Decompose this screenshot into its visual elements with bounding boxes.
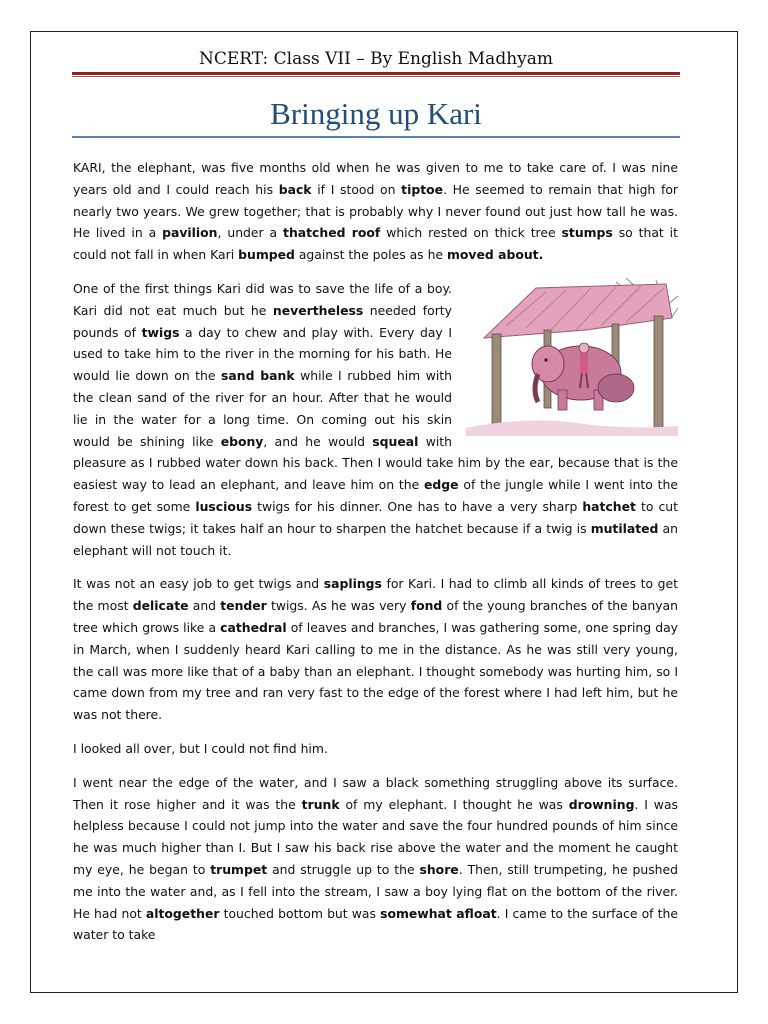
vocab-term: delicate — [132, 598, 189, 614]
text-run: so that it could not fall in when Kari — [73, 225, 678, 263]
text-run: . Then, still trumpeting, he pushed me into the water and, as I fell into the stream, I saw a boy lying flat on the bottom of the river. He had not — [73, 861, 678, 921]
paragraph — [73, 573, 678, 726]
vocab-term: back — [278, 181, 312, 197]
vocab-term: thatched roof — [283, 225, 381, 241]
text-run: . I was helpless because I could not jump into the water and save the four hundred pounds of him since he was much higher than I. But I saw his back rise above the water and the moment he caught my eye, he began to — [73, 796, 678, 877]
text-run: of leaves and branches, I was gathering some, one spring day in March, when I suddenly heard Kari calling to me in the distance. As he was still very young, the call was more like that of a baby than an elephant. I thought somebody was hurting him, so I came down from my tree and ran very fast to the edge of the forest where I had left him, but he was not there. — [73, 619, 679, 723]
text-run: , under a — [217, 225, 284, 241]
vocab-term: squeal — [372, 433, 419, 449]
vocab-term: bumped — [238, 247, 295, 263]
text-run: an elephant will not touch it. — [73, 520, 679, 558]
vocab-term: mutilated — [590, 520, 659, 536]
text-run: against the poles as he — [294, 247, 447, 263]
paragraph — [73, 278, 678, 561]
page-title: Bringing up Kari — [270, 96, 482, 131]
text-run: of my elephant. I thought he was — [339, 796, 569, 812]
paragraph — [73, 157, 678, 266]
vocab-term: ebony — [220, 433, 264, 449]
vocab-term: drowning — [568, 796, 635, 812]
title-rule — [72, 136, 680, 138]
vocab-term: trunk — [301, 796, 340, 812]
page-header: NCERT: Class VII – By English Madhyam — [198, 49, 554, 69]
text-run: . I came to the surface of the water to take — [73, 905, 678, 943]
text-run: touched bottom but was — [219, 905, 381, 921]
text-run: , and he would — [263, 433, 373, 449]
vocab-term: twigs — [141, 324, 180, 340]
text-run: of the jungle while I went into the forest to get some — [73, 477, 678, 514]
vocab-term: pavilion — [162, 225, 218, 241]
text-run: a day to chew and play with. Every day I used to take him to the river in the morning for his bath. He would lie down on the — [73, 324, 452, 384]
vocab-term: edge — [424, 477, 459, 493]
vocab-term: tender — [220, 598, 267, 614]
vocab-term: cathedral — [220, 619, 287, 635]
vocab-term: moved about. — [447, 247, 544, 263]
text-run: to cut down these twigs; it takes half an hour to sharpen the hatchet because if a twig is — [73, 498, 678, 536]
text-run: twigs. As he was very — [266, 598, 411, 614]
vocab-term: saplings — [323, 576, 382, 592]
header-rule-thin — [72, 76, 680, 77]
article-body — [73, 157, 678, 958]
text-run: while I rubbed him with the clean sand of the river for an hour. After that he would lie in the water for a long time. On coming out his skin would be shining like — [73, 368, 452, 449]
vocab-term: luscious — [195, 498, 253, 514]
vocab-term: altogether — [145, 905, 220, 921]
vocab-term: trumpet — [210, 861, 268, 877]
text-run: KARI, the elephant, was five months old when he was given to me to take care of. I was nine years old and I could reach his — [73, 160, 678, 197]
vocab-term: shore — [419, 861, 459, 877]
paragraph — [73, 738, 678, 760]
text-run: needed forty pounds of — [73, 302, 452, 340]
text-run: It was not an easy job to get twigs and — [73, 576, 324, 592]
header-rule — [72, 72, 680, 75]
text-run: One of the first things Kari did was to save the life of a boy. Kari did not eat much but he — [73, 280, 452, 318]
paragraph — [73, 772, 678, 946]
text-run: . He seemed to remain that high for nearly two years. We grew together; that is probably why I never found out just how tall he was. He lived in a — [73, 181, 679, 241]
text-run: I went near the edge of the water, and I saw a black something struggling above its surface. Then it rose higher and it was the — [73, 774, 678, 812]
vocab-term: hatchet — [582, 498, 636, 514]
text-run: I looked all over, but I could not find him. — [73, 740, 328, 756]
vocab-term: nevertheless — [272, 302, 364, 318]
thatched-roof-icon — [484, 284, 672, 338]
elephant-pavilion-illustration — [466, 278, 678, 436]
text-run: which rested on thick tree — [380, 225, 562, 241]
text-run: with pleasure as I rubbed water down his back. Then I would take him by the ear, because that is the easiest way to lead an elephant, and leave him on the — [73, 433, 678, 493]
vocab-term: somewhat afloat — [380, 905, 497, 921]
text-run: and — [188, 598, 221, 614]
vocab-term: stumps — [561, 225, 613, 241]
vocab-term: tiptoe — [401, 181, 444, 197]
text-run: and struggle up to the — [267, 861, 420, 877]
text-run: if I stood on — [311, 181, 402, 197]
vocab-term: sand bank — [221, 368, 295, 384]
text-run: twigs for his dinner. One has to have a very sharp — [252, 498, 583, 514]
text-run: of the young branches of the banyan tree which grows like a — [73, 598, 678, 635]
text-run: for Kari. I had to climb all kinds of trees to get the most — [73, 576, 678, 614]
vocab-term: fond — [410, 598, 443, 614]
